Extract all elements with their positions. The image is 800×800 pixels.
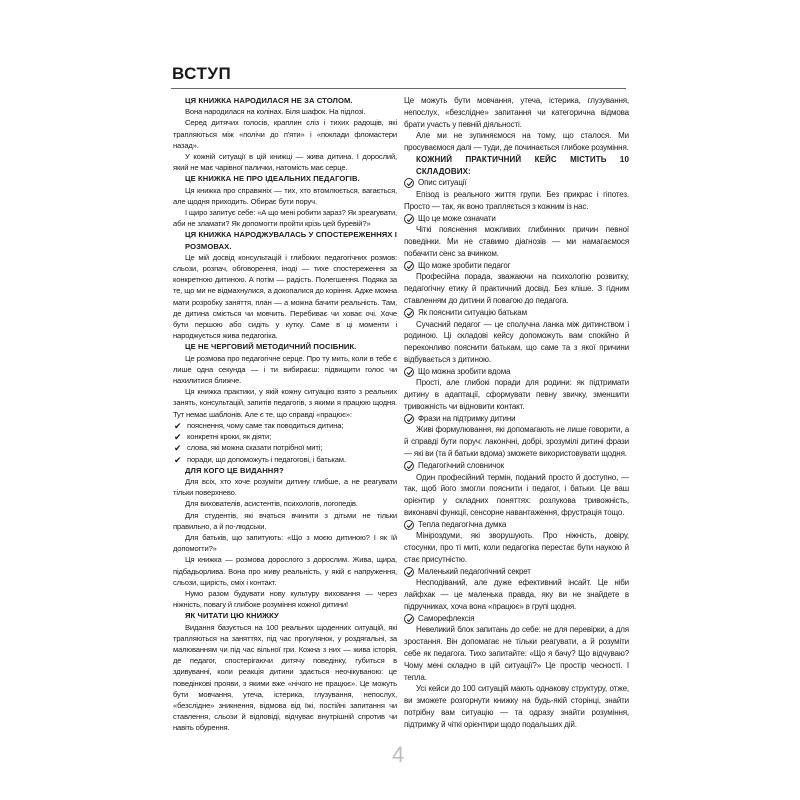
case-component-title [404,260,629,272]
case-component-label: Тепла педагогічна думка [418,519,507,529]
circle-check-icon [404,214,414,224]
case-component-title [404,413,629,425]
case-component-description: Живі формулювання, які допомагають не лише говорити, а й справді бути поруч: лаконічні, добрі, зрозумілі дитині фрази — які ви (та й батьки вдома) зможете використовувати щодня. [404,425,629,458]
paragraph: Серед дитячих голосів, краплин сліз і тихих радощів, які трапляються між «полічи до п'яти» і «поклади фломастери назад». [173,118,397,150]
section-heading: ЦЕ НЕ ЧЕРГОВИЙ МЕТОДИЧНИЙ ПОСІБНИК. [185,342,357,352]
paragraph: Видання базується на 100 реальних щоденних ситуацій, які трапляються на заняттях, під час прогулянок, у роздягальні, за малюванням чи під час вільної гри. Кожна з них — жива історія, де педагог, спостерігаючи дитячу поведінку, губиться в здивуванні, коли реакція дитини здається неочікуваною: це поведінкові прояви, з якими вже «нічого не працює». Це можуть бути мовчання, утеча, істерика, глузування, непослух, «безслідне» зникнення, відмова від їжі, постійні запитання чи ставлення, сльози й відповіді, відчуває внутрішній спротив чи навіть обурення. [173,622,397,733]
section-heading: КОЖНИЙ ПРАКТИЧНИЙ КЕЙС МІСТИТЬ 10 СКЛАДОВИХ: [416,154,629,176]
checklist-item-text: конкретні кроки, як діяти; [187,432,272,442]
checklist-item-text: слова, які можна сказати потрібної миті; [187,443,323,453]
section-title: ВСТУП [172,64,232,83]
case-component-title [404,460,629,472]
circle-check-icon [404,461,414,471]
paragraph: Для вихователів, асистентів, психологів, логопедів. [185,499,358,509]
paragraph: Нумо разом будувати нову культуру виховання — через ніжність, повагу й глибоке розуміння кожної дитини! [173,588,397,610]
checkmark-icon: ✔ [174,454,182,465]
case-component-description: Мініроздуми, які зворушують. Про ніжність, довіру, стосунки, про ті миті, коли педагогіка перестає бути наукою й стає присутністю. [404,531,629,564]
checklist-item [173,454,397,465]
checklist-item-text: поради, що допоможуть і педагогові, і батькам. [187,454,346,464]
case-component-label: Як пояснити ситуацію батькам [418,307,527,317]
case-component-description: Несподіваний, але дуже ефективний інсайт. Це ніби лайфхак — це маленька правда, яку ви не знайдете в підручниках, хоча вона «працює» в групі щодня. [404,578,629,611]
circle-check-icon [404,178,414,188]
section-heading: ЦЕ КНИЖКА НЕ ПРО ІДЕАЛЬНИХ ПЕДАГОГІВ. [185,174,360,184]
checkmark-icon: ✔ [174,420,182,431]
paragraph: Це можуть бути мовчання, утеча, істерика, глузування, непослух, «безслідне» запитання чи категорична відмова брати участь у певній діяльності. [404,96,629,129]
case-component-title [404,177,629,189]
case-component-label: Опис ситуації [418,178,467,188]
case-component-label: Саморефлексія [418,613,475,623]
right-column [404,95,629,730]
case-component-description: Епізод із реального життя групи. Без прикрас і гіпотез. Просто — так, як воно трапляється з кожним із нас. [404,190,629,211]
paragraph: Це розмова про педагогічне серце. Про ту мить, коли в тебе є лише одна секунда — і ти вибираєш: підвищити голос чи нахилитися ближче. [173,353,397,386]
section-heading: ЯК ЧИТАТИ ЦЮ КНИЖКУ [185,611,279,621]
case-component-title [404,566,629,578]
left-column [173,95,397,734]
circle-check-icon [404,308,414,318]
case-component-title [404,613,629,625]
checklist-item-text: пояснення, чому саме так поводиться дитина; [187,420,344,430]
page-number: 4 [392,742,405,767]
case-component-label: Маленький педагогічний секрет [418,566,531,576]
paragraph: Ця книжка практики, у якій кожну ситуацію взято з реальних занять, консультацій, запитів педагогів, з якими я працюю щодня. Тут немає шаблонів. Але є те, що справді «працює»: [173,387,397,419]
case-component-description: Невеликий блок запитань до себе: не для перевірки, а для зростання. Він допомагає не тільки реагувати, а й розуміти себе як педагога. Тихо запитайте: «Що я бачу? Що відчуваю? Чому мені складно в цій ситуації?» Це простір чесності. І тепла. [404,625,629,682]
case-component-title [404,366,629,378]
paragraph: Ця книжка — розмова дорослого з дорослим. Жива, щира, підбадьорлива. Вона про живу реальність, у якій є напруження, сльози, щирість, сміх і контакт. [173,555,397,587]
paragraph: Це мій досвід консультацій і глибоких педагогічних розмов: сльози, розпач, обговорення, іноді — тихе спостереження за конкретною дитиною. А потім — радість. Полегшення. Подяка за те, що ми не відмахнулися, а докопалися до коріння. Адже можна мати розробку заняття, план — а можна бачити реальність. Там, де дитина сміється чи мовчить. Перебиває чи ховає очі. Хоче бути першою або сидіть у кутку. Саме в ці моменти і народжується жива педагогіка. [173,252,397,341]
circle-check-icon [404,567,414,577]
case-component-title [404,213,629,225]
header-divider [171,88,626,89]
paragraph: Усі кейси до 100 ситуацій мають однакову структуру, отже, ви зможете розгорнути книжку на будь-якій сторінці, знайти потрібну вам ситуацію — та одразу знайти розуміння, підтримку й чіткі орієнтири щодо подальших дій. [404,684,629,729]
case-component-label: Педагогічний словничок [418,460,504,470]
paragraph: Для студентів, які вчаться вчинити з дітьми не тільки правильно, а й по-людськи. [173,510,397,531]
circle-check-icon [404,614,414,624]
case-component-description: Чіткі пояснення можливих глибинних причин певної поведінки. Ми не ставимо діагнозів — ми намагаємося побачити сенс за вчинком. [404,225,629,258]
case-component-label: Що можна зробити вдома [418,366,511,376]
circle-check-icon [404,520,414,530]
paragraph: Для батьків, що запитують: «Що з моєю дитиною? І як їй допомогти?» [173,532,397,554]
checklist [173,420,397,465]
case-component-description: Один професійний термін, поданий просто й доступно, — так, щоб його змогли пояснити і педагог, і батьки. Це ваш орієнтир у складних поняттях: розлукова тривожність, виконавчі функції, сенсорне навантаження, фрустрація тощо. [404,472,629,517]
case-component-description: Професійна порада, зважаючи на психологію розвитку, педагогічну етику й практичний досвід. Без кліше. З гідним ставленням до дитини й повагою до педагога. [404,272,629,306]
case-component-label: Що це може означати [418,213,496,223]
paragraph: Вона народилася на колінах. Біля шафок. На підлозі. [185,107,366,117]
checklist-item [173,431,397,442]
checklist-item [173,442,397,453]
paragraph: Ця книжка про справжніх — тих, хто втомлюється, вагається, але щодня приходить. Обирає бути поруч. [173,185,397,206]
section-heading: ДЛЯ КОГО ЦЕ ВИДАННЯ? [185,465,284,475]
case-component-title [404,307,629,319]
checklist-item [173,420,397,431]
circle-check-icon [404,261,414,271]
case-component-label: Що може зробити педагог [418,260,511,270]
case-component-label: Фрази на підтримку дитини [418,413,516,423]
case-component-description: Сучасний педагог — це сполучна ланка між дитинством і родиною. Ці складові кейсу допоможуть вам спокійно й переконливо пояснити батькам, що саме та з якої причини відбувається з дитиною. [404,319,629,364]
case-component-title [404,519,629,531]
paragraph: У кожній ситуації в цій книжці — жива дитина. І дорослий, який не має чарівної палички, натомість має серце. [173,152,397,173]
circle-check-icon [404,414,414,424]
checkmark-icon: ✔ [174,432,182,443]
paragraph: І щиро запитує себе: «А що мені робити зараз? Як зреагувати, аби не зламати? Як допомогти пройти крізь цей буревій?» [173,208,397,229]
paragraph: Для всіх, хто хоче розуміти дитину глибше, а не реагувати тільки поверхнево. [173,476,397,498]
circle-check-icon [404,367,414,377]
section-heading: ЦЯ КНИЖКА НАРОДЖУВАЛАСЬ У СПОСТЕРЕЖЕННЯХ І РОЗМОВАХ. [185,230,397,251]
paragraph: Але ми не зупиняємося на тому, що сталося. Ми просуваємося далі — туди, де починається глибоке розуміння. [404,131,629,153]
checkmark-icon: ✔ [174,443,182,454]
section-heading: ЦЯ КНИЖКА НАРОДИЛАСЯ НЕ ЗА СТОЛОМ. [185,96,353,105]
case-component-description: Прості, але глибокі поради для родини: як підтримати дитину в адаптації, сформувати певну звичку, зменшити тривожність чи відновити контакт. [404,378,629,411]
